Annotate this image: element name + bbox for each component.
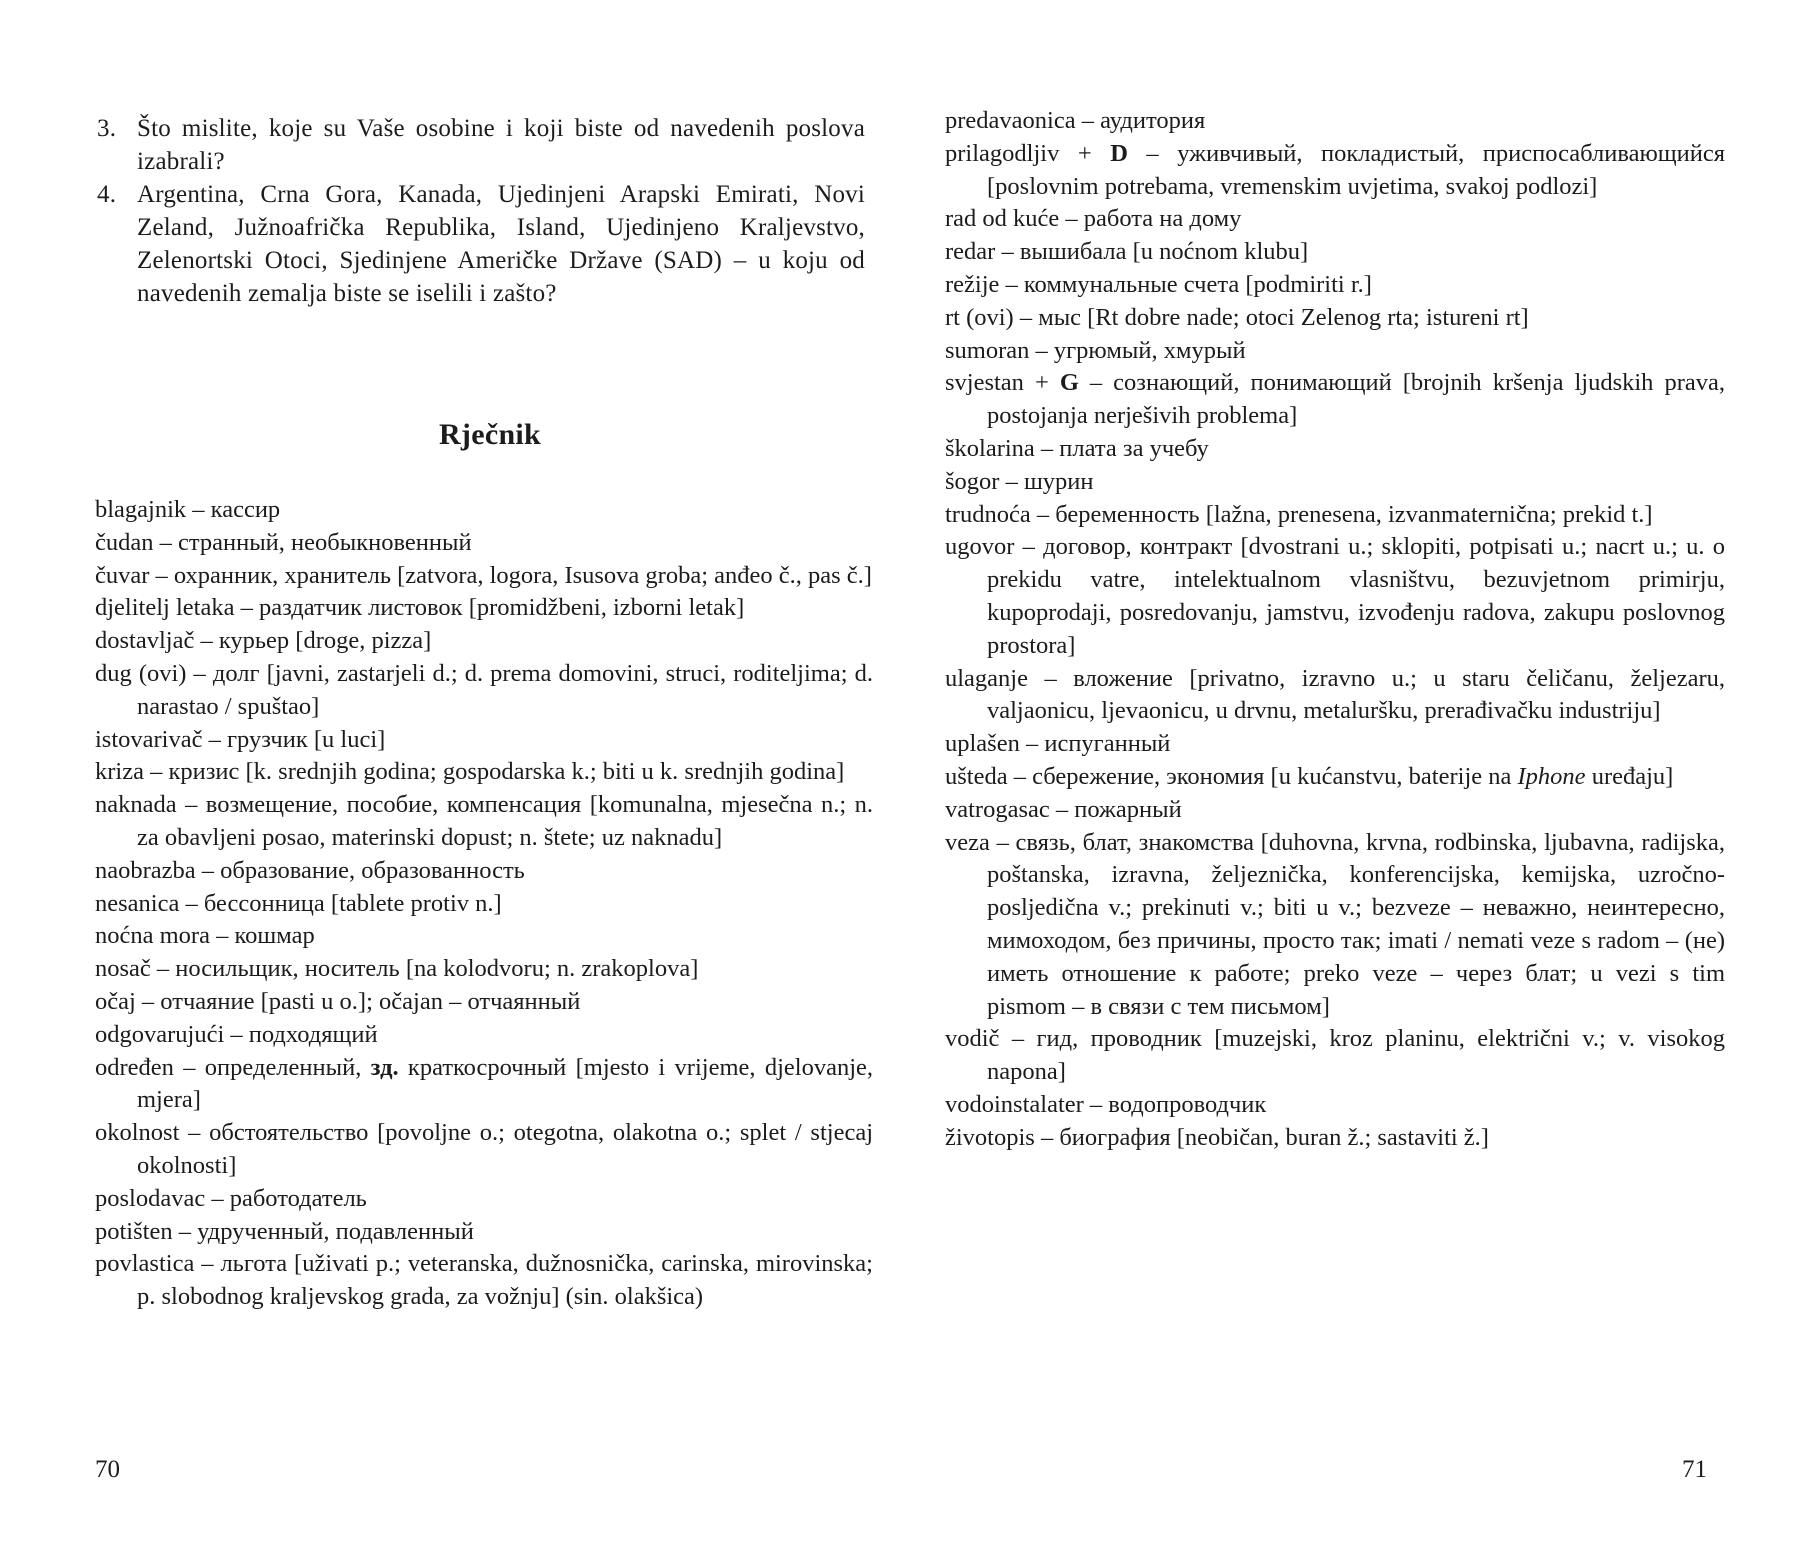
glossary-entry: vodoinstalater – водопроводчик — [945, 1090, 1267, 1118]
glossary-entry: istovarivač – грузчик [u luci] — [95, 725, 386, 753]
entry-bold-mark: зд. — [370, 1053, 399, 1081]
glossary-entry: blagajnik – кассир — [95, 496, 281, 523]
entry-text: – уживчивый, покладистый, приспосабливающийся [poslovnim potrebama, vremenskim uvjetima, svakoj podlozi] — [987, 139, 1726, 200]
glossary-entry: trudnoća – беременность [lažna, prenesena, izvanmaternična; prekid t.] — [945, 500, 1653, 528]
glossary-entry — [945, 367, 1725, 433]
entry-bold-mark: G — [1059, 369, 1079, 397]
entry-text: određen – определенный, — [95, 1053, 371, 1081]
entry-text: prilagodljiv + — [945, 139, 1111, 167]
entry-bold-mark: D — [1110, 139, 1128, 167]
glossary-list-left — [95, 494, 873, 1314]
section-heading: Rječnik — [438, 418, 542, 451]
glossary-entry: redar – вышибала [u noćnom klubu] — [945, 238, 1309, 266]
question-number: 3. — [97, 115, 117, 142]
glossary-entry: naknada – возмещение, пособие, компенсация [komunalna, mjesečna n.; n. za obavljeni posao, materinski dopust; n. štete; uz naknadu] — [95, 791, 873, 851]
entry-text: – сознающий, понимающий [brojnih kršenja ljudskih prava, postojanja nerješivih problema] — [987, 369, 1725, 430]
glossary-entry: čudan – странный, необыкновенный — [95, 528, 472, 556]
glossary-entry: nosač – носильщик, носитель [na kolodvoru; n. zrakoplova] — [95, 955, 699, 983]
glossary-list-right — [945, 105, 1725, 1155]
glossary-entry — [95, 1052, 873, 1118]
glossary-entry: ugovor – договор, контракт [dvostrani u.; sklopiti, potpisati u.; nacrt u.; u. o prekidu vatre, intelektualnom vlasništvu, bezuvjetnom primirju, kupoprodaji, posredovanju, jamstvu, izvođenju radova, zakupu poslovnog prostora] — [945, 533, 1725, 659]
question-text: Što mislite, koje su Vaše osobine i koji biste od navedenih poslova izabrali? — [137, 115, 865, 175]
glossary-entry: životopis – биография [neobičan, buran ž.; sastaviti ž.] — [945, 1123, 1489, 1151]
glossary-entry: djelitelj letaka – раздатчик листовок [promidžbeni, izborni letak] — [95, 594, 745, 622]
glossary-entry: ulaganje – вложение [privatno, izravno u.; u staru čeličanu, željezaru, valjaonicu, ljevaonicu, u drvnu, metaluršku, prerađivačku industriju] — [945, 664, 1725, 725]
glossary-entry: vatrogasac – пожарный — [945, 795, 1182, 823]
glossary-entry: sumoran – угрюмый, хмурый — [945, 336, 1246, 364]
glossary-entry: rt (ovi) – мыс [Rt dobre nade; otoci Zelenog rta; istureni rt] — [945, 303, 1529, 331]
glossary-entry: čuvar – охранник, хранитель [zatvora, logora, Isusova groba; anđeo č., pas č.] — [95, 561, 872, 589]
glossary-entry: rad od kuće – работа на дому — [945, 205, 1242, 233]
question-text: Argentina, Crna Gora, Kanada, Ujedinjeni Arapski Emirati, Novi Zeland, Južnoafrička Republika, Island, Ujedinjeno Kraljevstvo, Zelenortski Otoci, Sjedinjene Američke Države (SAD) – u koju od navedenih zemalja biste se iselili i zašto? — [137, 181, 865, 307]
glossary-entry: odgovarujući – подходящий — [95, 1020, 378, 1048]
glossary-entry: uplašen – испуганный — [945, 730, 1171, 758]
glossary-entry: naobrazba – образование, образованность — [95, 856, 525, 884]
entry-italic-term: Iphone — [1517, 762, 1586, 790]
glossary-entry: noćna mora – кошмар — [95, 922, 315, 950]
glossary-entry: poslodavac – работодатель — [95, 1184, 367, 1212]
glossary-entry: kriza – кризис [k. srednjih godina; gospodarska k.; biti u k. srednjih godina] — [95, 758, 845, 786]
glossary-entry: predavaonica – аудитория — [945, 107, 1206, 134]
entry-text: ušteda – сбережение, экономия [u kućanstvu, baterije na — [945, 762, 1518, 790]
glossary-entry — [945, 761, 1725, 794]
glossary-entry: vodič – гид, проводник [muzejski, kroz planinu, električni v.; v. visokog napona] — [945, 1025, 1725, 1086]
question-item — [97, 112, 865, 178]
glossary-entry: dostavljač – курьер [droge, pizza] — [95, 627, 432, 655]
glossary-entry: dug (ovi) – долг [javni, zastarjeli d.; d. prema domovini, struci, roditeljima; d. narastao / spuštao] — [95, 659, 873, 720]
glossary-entry: okolnost – обстоятельство [povoljne o.; otegotna, olakotna o.; splet / stjecaj okolnosti] — [95, 1119, 873, 1179]
glossary-entry: potišten – удрученный, подавленный — [95, 1217, 474, 1245]
glossary-entry: očaj – отчаяние [pasti u o.]; očajan – отчаянный — [95, 987, 581, 1015]
entry-text: svjestan + — [945, 369, 1060, 397]
glossary-entry — [945, 138, 1725, 204]
glossary-entry: školarina – плата за учебу — [945, 434, 1209, 462]
glossary-entry: nesanica – бессонница [tablete protiv n.] — [95, 889, 502, 917]
entry-text: краткосрочный [mjesto i vrijeme, djelovanje, mjera] — [137, 1053, 874, 1114]
glossary-entry: šogor – шурин — [945, 467, 1094, 495]
entry-text: uređaju] — [1585, 762, 1674, 790]
page-number-left: 70 — [95, 1456, 120, 1483]
question-item — [97, 178, 865, 310]
glossary-entry: režije – коммунальные счета [podmiriti r.] — [945, 270, 1372, 298]
glossary-entry: povlastica – льгота [uživati p.; veteranska, dužnosnička, carinska, mirovinska; p. slobodnog kraljevskog grada, za vožnju] (sin. olakšica) — [95, 1250, 873, 1311]
question-number: 4. — [97, 181, 117, 208]
page-number-right: 71 — [1682, 1456, 1707, 1483]
glossary-entry: veza – связь, блат, знакомства [duhovna, krvna, rodbinska, ljubavna, radijska, poštanska, izravna, željeznička, konferencijska, kemijska, uzročno-posljedična v.; prekinuti v.; biti u v.; bezveze – неважно, неинтересно, мимоходом, без причины, просто так; imati / nemati veze s radom – (не) иметь отношение к работе; preko veze – через блат; u vezi s tim pismom – в связи с тем письмом] — [945, 828, 1725, 1020]
question-list — [97, 112, 865, 310]
